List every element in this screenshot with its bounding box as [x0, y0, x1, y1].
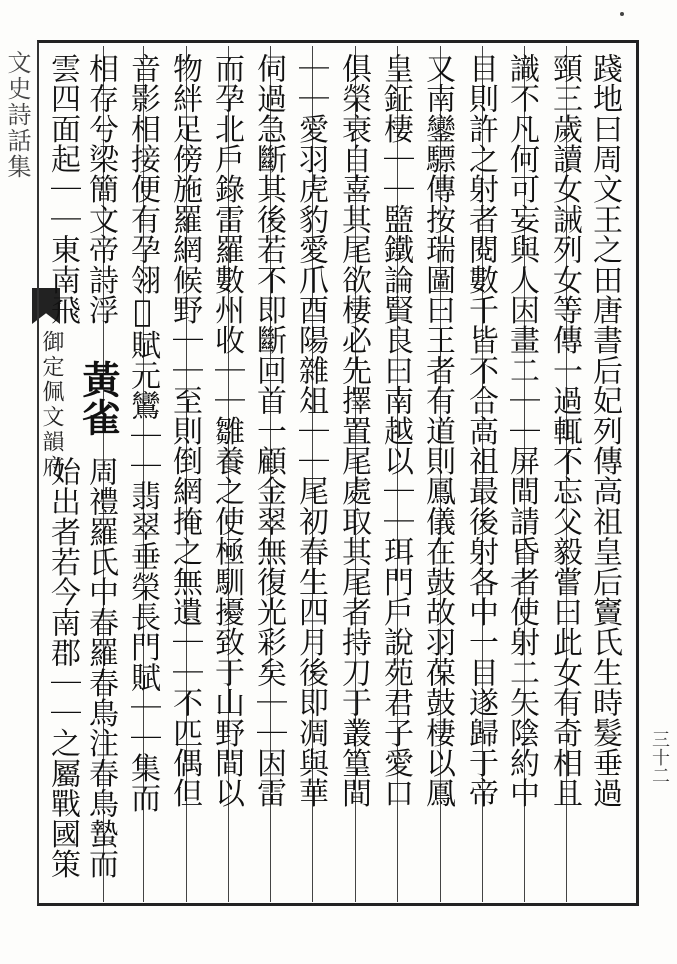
text-column-8: ｜｜愛羽虎豹愛爪酉陽雜俎｜｜尾初春生四月後即凋與華	[293, 53, 328, 808]
text-column-14: 雲四面起｜｜東南飛	[45, 53, 80, 325]
text-column-11: 物絆足傍施羅網候野｜｜至則倒網掩之無遺｜｜不匹偶但	[167, 53, 202, 808]
text-column-1: 踐地曰周文王之田唐書后妃列傳高祖皇后竇氏生時髮垂過	[587, 53, 622, 808]
folio-number: 三十二	[649, 730, 670, 784]
book-title: 御定佩文韻府	[39, 330, 64, 480]
text-column-7: 俱榮衰自喜其尾欲棲必先擇置尾處取其尾者持刀于叢篁間	[336, 53, 371, 808]
left-margin-text: 文史詩話集	[3, 50, 31, 180]
text-column-13: 相存兮梁簡文帝詩浮	[83, 53, 118, 325]
headword: 黃雀	[76, 360, 121, 437]
text-column-9: 伺過急斷其後若不即斷回首一顧金翠無復光彩矣｜｜因雷	[251, 53, 286, 808]
text-column-13b: 周禮羅氏中春羅春鳥注春鳥蟄而	[83, 456, 118, 879]
text-column-4: 目則許之射者閱數千皆不合高祖最後射各中一目遂歸于帝	[463, 53, 498, 808]
text-column-6: 皇鉦棲｜｜盬鐵論賢良曰南越以｜｜珥門戶說苑君子愛口	[378, 53, 413, 808]
text-column-5: 又南鑾驃傳按瑞圖曰王者有道則鳳儀在鼓故羽葆鼓棲以鳳	[420, 53, 455, 808]
text-column-10: 而孕北戶錄雷羅數州收｜｜雛養之使極馴擾致于山野間以	[209, 53, 244, 808]
text-column-12: 音影相接便有孕翎𢧐賦元鸞｜｜翡翠垂榮長門賦｜｜集而	[125, 53, 160, 813]
text-column-3: 識不凡何可妄與人因畫二｜｜屏間請昏者使射二矢陰約中	[504, 53, 539, 808]
text-column-2: 頸三歲讀女誡列女等傳一過輒不忘父毅嘗曰此女有奇相且	[547, 53, 582, 808]
text-column-14b: 始出者若今南郡｜｜之屬戰國策	[45, 456, 80, 879]
ink-speck	[620, 12, 624, 16]
